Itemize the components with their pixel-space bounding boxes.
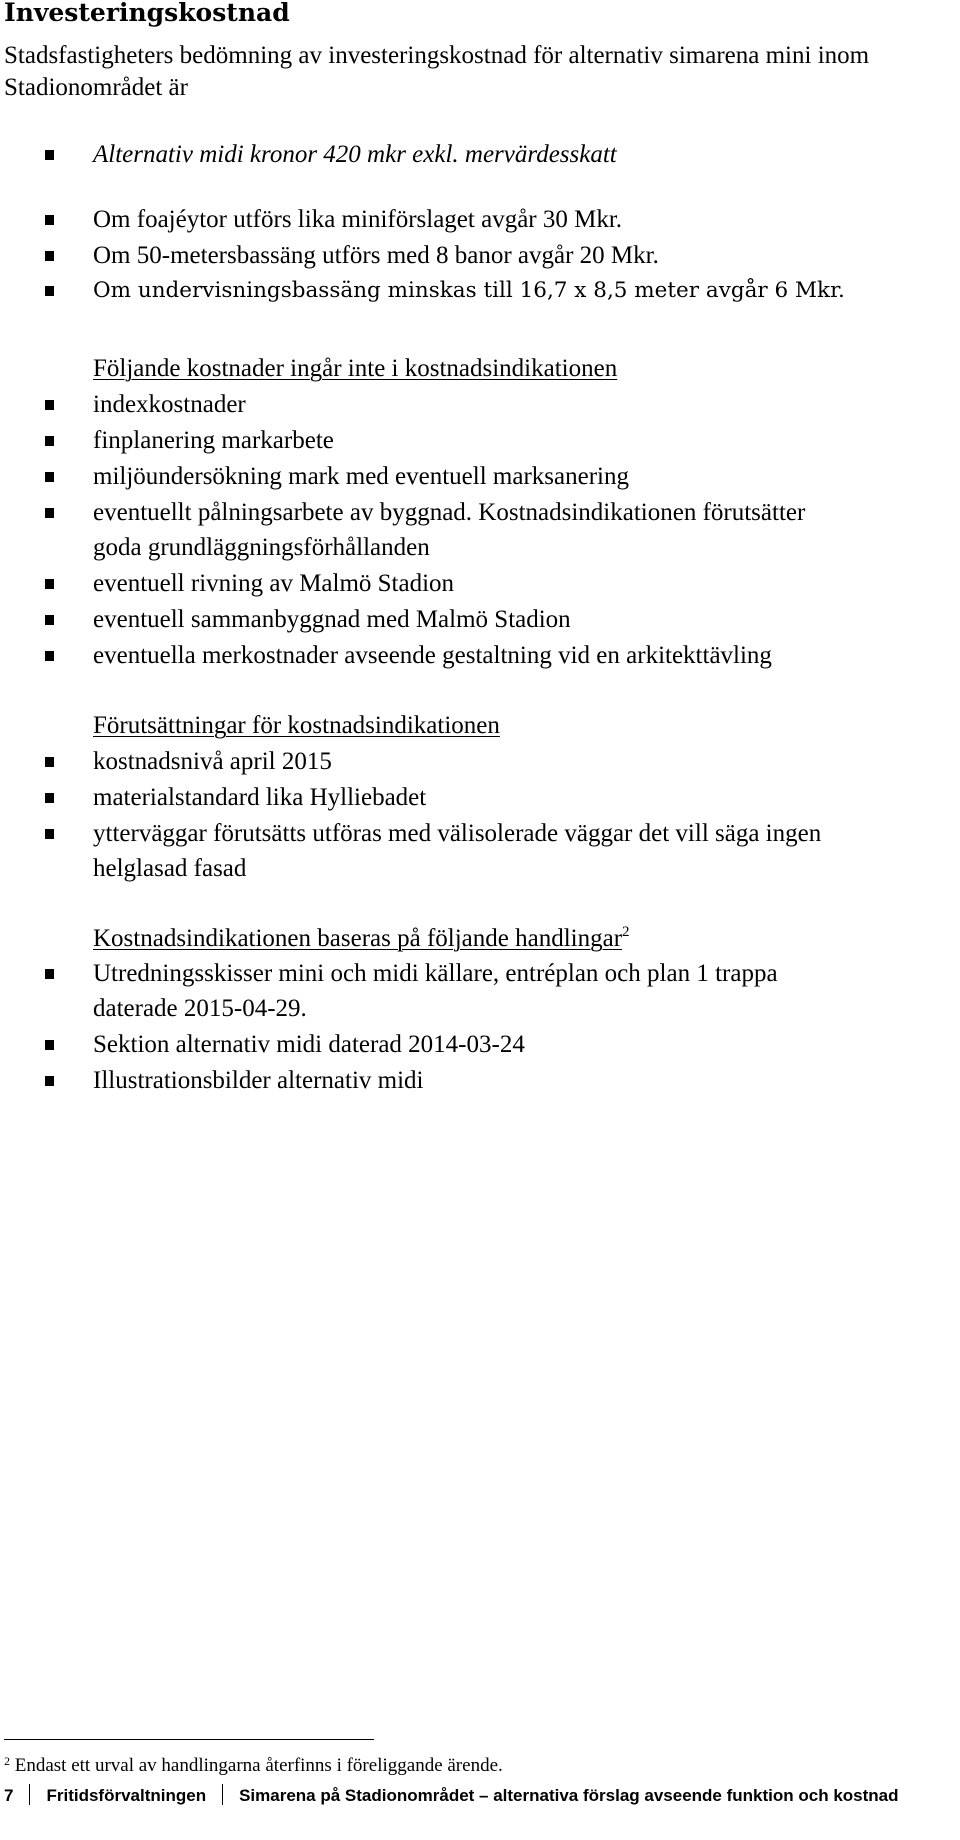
footnote-number: 2: [4, 1754, 10, 1768]
deduction-item: Om foajéytor utförs lika miniförslaget avgår 30 Mkr.: [93, 206, 623, 233]
bullet-icon: [45, 508, 54, 518]
condition-item: materialstandard lika Hylliebadet: [93, 784, 427, 811]
footer-department: Fritidsförvaltningen: [46, 1786, 207, 1805]
excluded-item-continuation: goda grundläggningsförhållanden: [93, 534, 430, 561]
excluded-item: eventuell sammanbyggnad med Malmö Stadion: [93, 606, 571, 633]
bullet-icon: [45, 615, 54, 625]
bullet-icon: [45, 472, 54, 482]
footnote-reference[interactable]: 2: [622, 924, 630, 940]
excluded-item: finplanering markarbete: [93, 427, 334, 454]
page-footer: [4, 1784, 954, 1807]
footnote: [4, 1755, 503, 1777]
bullet-icon: [45, 1040, 54, 1050]
condition-item-continuation: helglasad fasad: [93, 855, 247, 882]
conditions-heading: Förutsättningar för kostnadsindikationen: [93, 712, 500, 739]
excluded-item: indexkostnader: [93, 391, 246, 418]
basis-item: Illustrationsbilder alternativ midi: [93, 1067, 424, 1094]
page-heading: Investeringskostnad: [4, 0, 290, 27]
excluded-heading: Följande kostnader ingår inte i kostnadsindikationen: [93, 355, 618, 382]
bullet-icon: [45, 579, 54, 589]
excluded-item: eventuellt pålningsarbete av byggnad. Kostnadsindikationen förutsätter: [93, 499, 806, 526]
bullet-icon: [45, 1076, 54, 1086]
basis-item: Utredningsskisser mini och midi källare, entréplan och plan 1 trappa: [93, 960, 778, 987]
footer-document-title: Simarena på Stadionområdet – alternativa förslag avseende funktion och kostnad: [239, 1786, 899, 1805]
footer-divider: [29, 1784, 30, 1805]
bullet-icon: [45, 829, 54, 839]
basis-item-continuation: daterade 2015-04-29.: [93, 995, 307, 1022]
footnote-text: Endast ett urval av handlingarna återfinns i föreliggande ärende.: [14, 1755, 503, 1776]
footnote-separator: [4, 1739, 374, 1740]
condition-item: ytterväggar förutsätts utföras med välisolerade väggar det vill säga ingen: [93, 820, 822, 847]
bullet-icon: [45, 251, 54, 261]
bullet-icon: [45, 757, 54, 767]
bullet-icon: [45, 651, 54, 661]
page-number: 7: [4, 1786, 14, 1805]
deduction-item: Om 50-metersbassäng utförs med 8 banor avgår 20 Mkr.: [93, 242, 659, 269]
footer-divider: [222, 1784, 223, 1805]
intro-paragraph: Stadsfastigheters bedömning av investeringskostnad för alternativ simarena mini inom Stadionområdet är: [4, 42, 870, 101]
bullet-icon: [45, 400, 54, 410]
excluded-item: eventuell rivning av Malmö Stadion: [93, 570, 455, 597]
bullet-icon: [45, 969, 54, 979]
condition-item: kostnadsnivå april 2015: [93, 748, 332, 775]
basis-heading-text: Kostnadsindikationen baseras på följande handlingar: [93, 925, 623, 952]
bullet-icon: [45, 215, 54, 225]
bullet-icon: [45, 150, 54, 160]
basis-heading: [93, 922, 630, 956]
cost-line: Alternativ midi kronor 420 mkr exkl. mervärdesskatt: [93, 141, 617, 168]
excluded-item: eventuella merkostnader avseende gestaltning vid en arkitekttävling: [93, 642, 772, 669]
bullet-icon: [45, 793, 54, 803]
bullet-icon: [45, 286, 54, 296]
basis-item: Sektion alternativ midi daterad 2014-03-24: [93, 1031, 525, 1058]
bullet-icon: [45, 436, 54, 446]
deduction-item: Om undervisningsbassäng minskas till 16,7 x 8,5 meter avgår 6 Mkr.: [93, 278, 845, 303]
excluded-item: miljöundersökning mark med eventuell marksanering: [93, 463, 629, 490]
